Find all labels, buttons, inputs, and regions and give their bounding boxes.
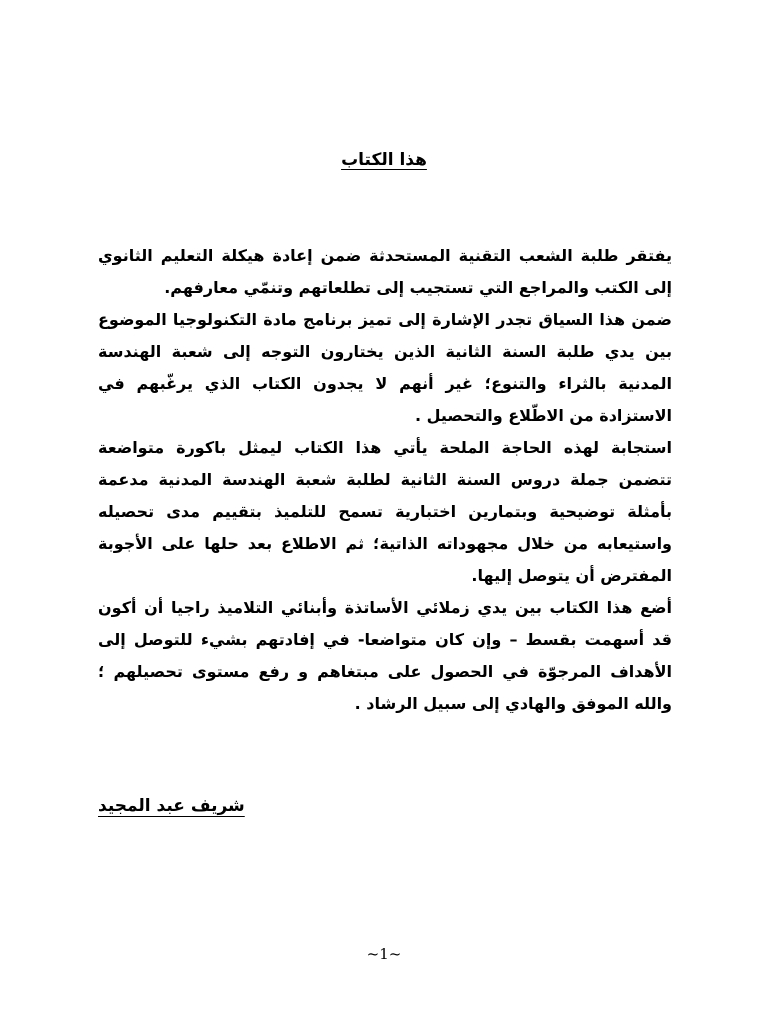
paragraph-context: ضمن هذا السياق تجدر الإشارة إلى تميز برنامج مادة التكنولوجيا الموضوع بين يدي طلبة السنة الثانية الذين يختارون التوجه إلى شعبة الهندسة المدنية بالثراء والتنوع؛ غير أنهم لا يجدون الكتاب الذي يرغّبهم في الاستزادة من الاطّلاع والتحصيل . (98, 310, 672, 425)
document-title-text: هذا الكتاب (341, 150, 427, 170)
author-name: شريف عبد المجيد (98, 796, 245, 816)
page-number: ~1~ (366, 945, 402, 963)
author-signature (98, 792, 672, 820)
document-body (98, 240, 672, 720)
paragraph-dedication: أضع هذا الكتاب بين يدي زملائي الأساتذة وأبنائي التلاميذ راجيا أن أكون قد أسهمت بقسط – وإن كان متواضعا- في إفادتهم بشيء للتوصل إلى الأهداف المرجوّة في الحصول على مبتغاهم و رفع مستوى تحصيلهم ؛ والله الموفق والهادي إلى سبيل الرشاد . (98, 598, 672, 713)
document-title (0, 146, 768, 174)
paragraph-response: استجابة لهذه الحاجة الملحة يأتي هذا الكتاب ليمثل باكورة متواضعة تتضمن جملة دروس السنة الثانية لطلبة شعبة الهندسة المدنية مدعمة بأمثلة توضيحية وبتمارين اختبارية تسمح للتلميذ بتقييم مدى تحصيله واستيعابه من خلال مجهوداته الذاتية؛ ثم الاطلاع بعد حلها على الأجوبة المفترض أن يتوصل إليها. (98, 438, 672, 585)
paragraph-intro: يفتقر طلبة الشعب التقنية المستحدثة ضمن إعادة هيكلة التعليم الثانوي إلى الكتب والمراجع التي تستجيب إلى تطلعاتهم وتنمّي معارفهم. (98, 246, 672, 297)
